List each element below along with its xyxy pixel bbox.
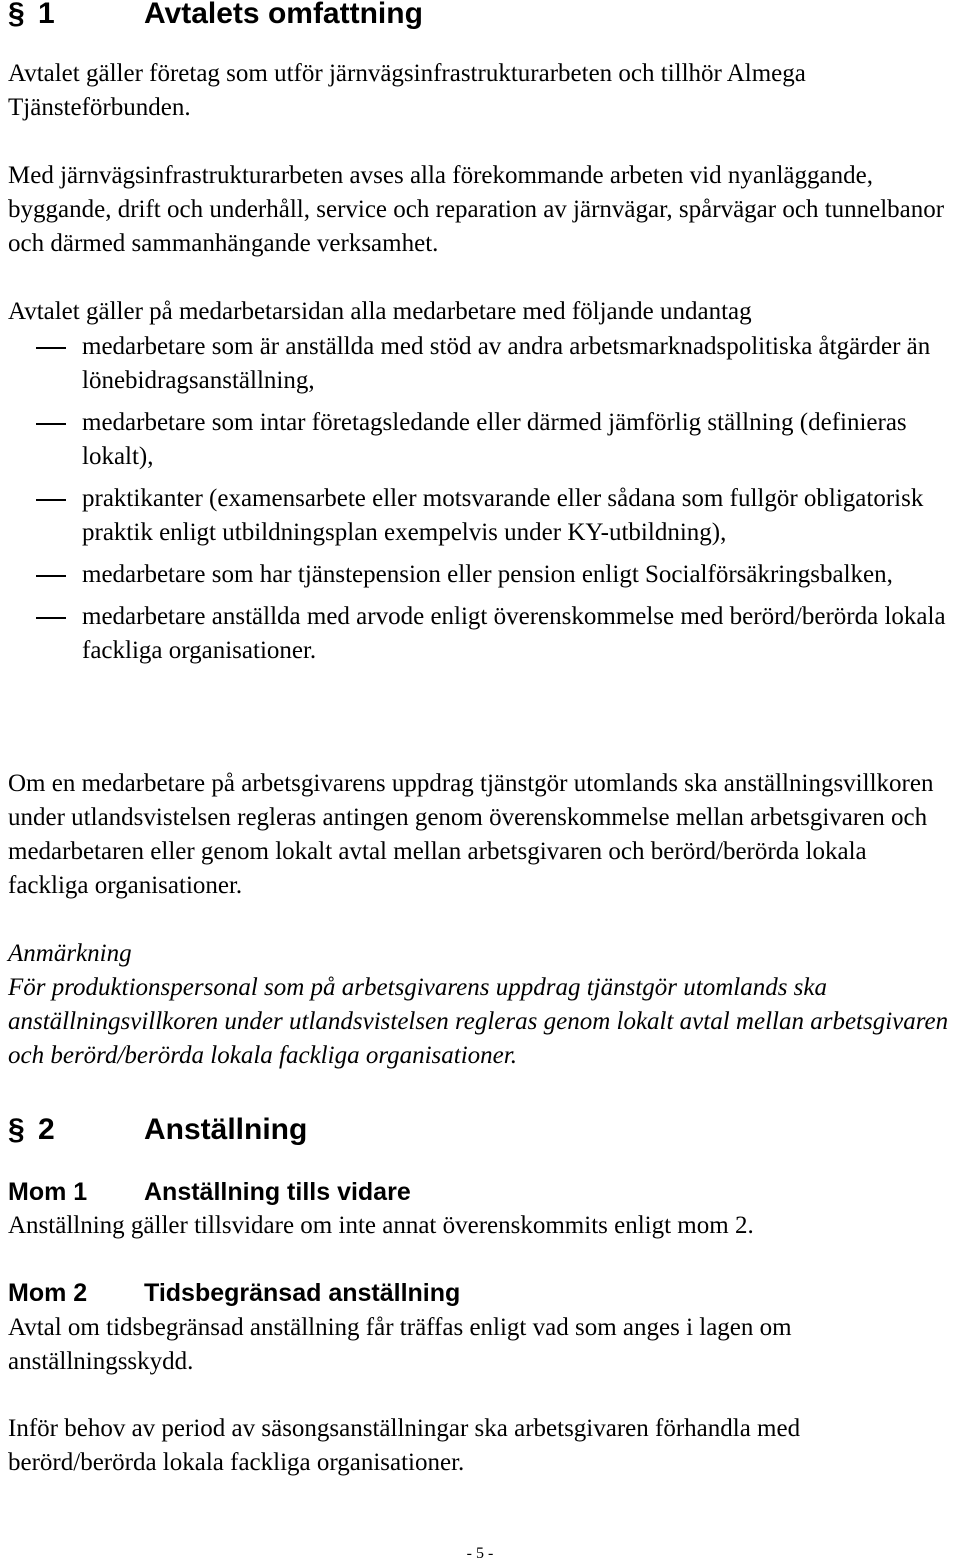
paragraph-exceptions-intro: Avtalet gäller på medarbetarsidan alla medarbetare med följande undantag [8, 298, 752, 325]
exceptions-list [8, 330, 953, 676]
list-item [8, 482, 953, 550]
mom-2-heading [8, 1277, 460, 1309]
section-number: 2 [38, 1113, 55, 1146]
list-item [8, 330, 953, 398]
dash-bullet [36, 347, 66, 349]
paragraph-definition: Med järnvägsinfrastrukturarbeten avses alla förekommande arbeten vid nyanläggande, byggande, drift och underhåll, service och reparation av järnvägar, spårvägar och tunnelbanor och därmed sammanhängande verksamhet. [8, 162, 945, 257]
mom-label: Mom 1 [8, 1178, 88, 1206]
section-1-heading [8, 0, 423, 32]
mom-1-text: Anställning gäller tillsvidare om inte annat överenskommits enligt mom 2. [8, 1212, 754, 1239]
mom-2-text-2: Inför behov av period av säsongsanställningar ska arbetsgivaren förhandla med berörd/berörda lokala fackliga organisationer. [8, 1415, 801, 1476]
mom-title: Anställning tills vidare [144, 1178, 411, 1206]
section-2-heading [8, 1112, 307, 1148]
list-item-text: medarbetare som är anställda med stöd av andra arbetsmarknadspolitiska åtgärder än lönebidragsanställning, [82, 333, 931, 394]
list-item [8, 558, 953, 592]
section-symbol: § [8, 1113, 25, 1146]
mom-1-heading [8, 1176, 411, 1208]
section-title: Anställning [144, 1113, 308, 1146]
dash-bullet [36, 617, 66, 619]
mom-title: Tidsbegränsad anställning [144, 1279, 461, 1307]
list-item-text: medarbetare som intar företagsledande eller därmed jämförlig ställning (definieras lokalt), [82, 409, 907, 470]
mom-label: Mom 2 [8, 1279, 88, 1307]
list-item [8, 600, 953, 668]
note-text: För produktionspersonal som på arbetsgivarens uppdrag tjänstgör utomlands ska anställningsvillkoren under utlandsvistelsen regleras genom lokalt avtal mellan arbetsgivaren och berörd/berörda lokala fackliga organisationer. [8, 974, 949, 1069]
section-number: 1 [38, 0, 55, 30]
dash-bullet [36, 575, 66, 577]
page-number: - 5 - [466, 1545, 494, 1562]
dash-bullet [36, 499, 66, 501]
mom-2-text-1: Avtal om tidsbegränsad anställning får träffas enligt vad som anges i lagen om anställningsskydd. [8, 1314, 792, 1375]
note-label: Anmärkning [8, 940, 132, 967]
list-item [8, 406, 953, 474]
list-item-text: medarbetare anställda med arvode enligt överenskommelse med berörd/berörda lokala fackliga organisationer. [82, 603, 946, 664]
section-title: Avtalets omfattning [144, 0, 423, 30]
list-item-text: medarbetare som har tjänstepension eller pension enligt Socialförsäkringsbalken, [82, 561, 893, 588]
section-symbol: § [8, 0, 25, 30]
paragraph-abroad: Om en medarbetare på arbetsgivarens uppdrag tjänstgör utomlands ska anställningsvillkoren under utlandsvistelsen regleras antingen genom överenskommelse mellan arbetsgivaren och medarbetaren eller genom lokalt avtal mellan arbetsgivaren och berörd/berörda lokala fackliga organisationer. [8, 770, 934, 899]
paragraph-scope: Avtalet gäller företag som utför järnvägsinfrastrukturarbeten och tillhör Almega Tjänsteförbunden. [8, 60, 806, 121]
dash-bullet [36, 423, 66, 425]
list-item-text: praktikanter (examensarbete eller motsvarande eller sådana som fullgör obligatorisk praktik enligt utbildningsplan exempelvis under KY-utbildning), [82, 485, 924, 546]
